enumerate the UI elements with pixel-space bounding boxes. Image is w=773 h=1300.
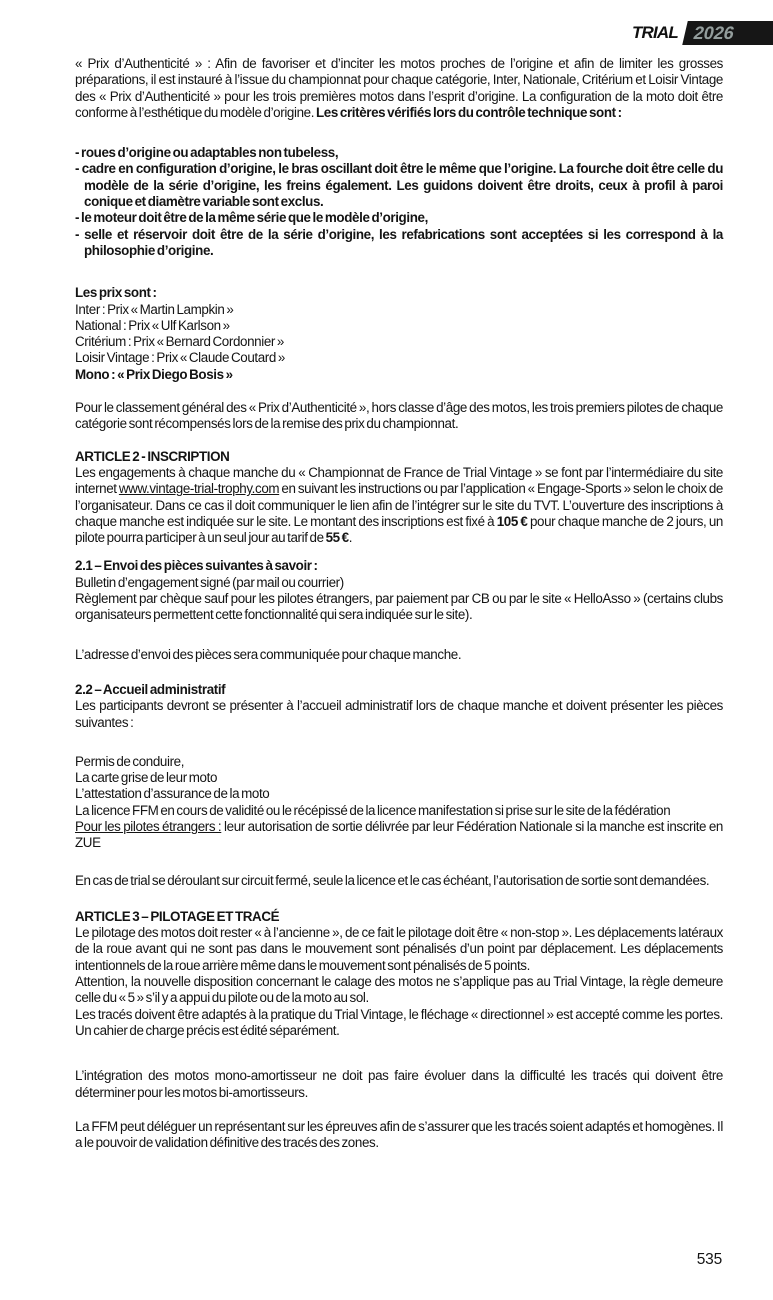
doc-carte-grise bbox=[75, 770, 723, 786]
prix-national bbox=[75, 318, 723, 334]
prix-criterium bbox=[75, 334, 723, 350]
article2-para-text: 55 € bbox=[325, 530, 349, 546]
para-adresse-envoi-text: L’adresse d’envoi des pièces sera communiquée pour chaque manche. bbox=[75, 646, 462, 662]
document-content bbox=[75, 56, 723, 1151]
bullet-selle-text: - selle et réservoir doit être de la série d’origine, les refabrications sont acceptées si les correspond à la philosophie d’origine. bbox=[75, 226, 723, 258]
article3-heading bbox=[75, 909, 723, 925]
page-number: 535 bbox=[696, 1251, 722, 1268]
prix-inter bbox=[75, 302, 723, 318]
doc-permis-text: Permis de conduire, bbox=[75, 753, 185, 769]
article2-para-text: pour chaque manche de 2 jours, un pilote pourra participer à un seul jour au tarif de bbox=[75, 513, 723, 546]
bullet-roues-text: - roues d’origine ou adaptables non tubeless, bbox=[75, 145, 339, 161]
prix-heading bbox=[75, 285, 723, 301]
doc-pilotes-etrangers-text: Pour les pilotes étrangers : bbox=[75, 818, 222, 834]
article2-heading-text: ARTICLE 2 - INSCRIPTION bbox=[75, 448, 230, 464]
bullet-cadre bbox=[75, 161, 723, 210]
doc-pilotes-etrangers bbox=[75, 819, 723, 852]
bullet-selle bbox=[75, 227, 723, 260]
para-ffm bbox=[75, 1119, 723, 1152]
prix-loisir-vintage bbox=[75, 350, 723, 366]
s21-reglement bbox=[75, 591, 723, 624]
article3-para3-text: Les tracés doivent être adaptés à la pratique du Trial Vintage, le fléchage « directionnel » est accepté comme les portes. Un cahier de charge précis est édité séparément. bbox=[75, 1006, 723, 1038]
s22-para-text: Les participants devront se présenter à l’accueil administratif lors de chaque manche et doivent présenter les pièces suivantes : bbox=[75, 698, 723, 730]
bullet-moteur bbox=[75, 210, 723, 226]
bullet-cadre-text: - cadre en configuration d’origine, le bras oscillant doit être le même que l’origine. La fourche doit être celle du modèle de la série d’origine, les freins également. Les guidons doivent être droits, ceux à profil à paroi conique et diamètre variable sont exclus. bbox=[75, 161, 723, 210]
doc-licence bbox=[75, 803, 723, 819]
brand-year-box bbox=[682, 21, 773, 45]
s22-para bbox=[75, 698, 723, 731]
article3-para2-text: Attention, la nouvelle disposition concernant le calage des motos ne s’applique pas au Trial Vintage, la règle demeure celle du « 5 » s’il y a appui du pilote ou de la moto au sol. bbox=[75, 974, 723, 1006]
article3-para1 bbox=[75, 925, 723, 974]
prix-inter-text: Inter : Prix « Martin Lampkin » bbox=[75, 301, 234, 317]
doc-attestation bbox=[75, 786, 723, 802]
vintage-trial-trophy-link[interactable]: www.vintage-trial-trophy.com bbox=[118, 481, 280, 497]
bullet-moteur-text: - le moteur doit être de la même série que le modèle d’origine, bbox=[75, 210, 428, 226]
article2-para-text: 105 € bbox=[496, 513, 528, 529]
article2-para-text: Les engagements à chaque manche du « Championnat de France de Trial Vintage » se font par l’intermédiaire du site internet bbox=[75, 464, 723, 497]
para-ffm-text: La FFM peut déléguer un représentant sur les épreuves afin de s’assurer que les tracés soient adaptés et homogènes. Il a le pouvoir de validation définitive des tracés des zones. bbox=[75, 1118, 723, 1151]
para-prix-authenticite-text: Les critères vérifiés lors du contrôle technique sont : bbox=[316, 104, 622, 120]
s21-heading-text: 2.1 – Envoi des pièces suivantes à savoir : bbox=[75, 558, 318, 574]
prix-mono-text: Mono : « Prix Diego Bosis » bbox=[75, 366, 233, 382]
page-header bbox=[632, 21, 773, 45]
doc-pilotes-etrangers-text: leur autorisation de sortie délivrée par leur Fédération Nationale si la manche est inscrite en ZUE bbox=[75, 818, 723, 851]
para-classement-text: Pour le classement général des « Prix d’Authenticité », hors classe d’âge des motos, les trois premiers pilotes de chaque catégorie sont récompensés lors de la remise des prix du championnat. bbox=[75, 400, 723, 432]
prix-criterium-text: Critérium : Prix « Bernard Cordonnier » bbox=[75, 334, 284, 350]
doc-permis bbox=[75, 754, 723, 770]
para-prix-authenticite bbox=[75, 56, 723, 121]
bullet-roues bbox=[75, 145, 723, 161]
article2-para-text: . bbox=[348, 530, 353, 546]
s21-bulletin bbox=[75, 575, 723, 591]
doc-licence-text: La licence FFM en cours de validité ou le récépissé de la licence manifestation si prise sur le site de la fédération bbox=[75, 802, 671, 818]
prix-heading-text: Les prix sont : bbox=[75, 285, 157, 301]
s21-heading bbox=[75, 558, 723, 574]
doc-carte-grise-text: La carte grise de leur moto bbox=[75, 770, 218, 786]
article3-heading-text: ARTICLE 3 – PILOTAGE ET TRACÉ bbox=[75, 908, 280, 924]
s22-heading-text: 2.2 – Accueil administratif bbox=[75, 681, 226, 697]
article2-para bbox=[75, 465, 723, 546]
s22-heading bbox=[75, 682, 723, 698]
article3-para1-text: Le pilotage des motos doit rester « à l’ancienne », de ce fait le pilotage doit être « non-stop ». Les déplacements latéraux de la roue avant qui ne sont pas dans le mouvement sont pénalisés d’un point par déplacement. Les déplacements intentionnels de la roue arrière même dans le mouvement sont pénalisés de 5 points. bbox=[75, 925, 723, 973]
brand-trial-label: TRIAL bbox=[631, 23, 678, 42]
para-adresse-envoi bbox=[75, 647, 723, 663]
article2-para-text: en suivant les instructions ou par l’application « Engage-Sports » selon le choix de l’organisateur. Dans ce cas il doit communiquer le lien afin de l’intégrer sur le site du TVT. L’ouverture des inscriptions à chaque manche est indiquée sur le site. Le montant des inscriptions est fixé à bbox=[75, 481, 723, 529]
para-integration bbox=[75, 1068, 723, 1101]
brand-year-label: 2026 bbox=[691, 23, 737, 43]
para-circuit-ferme bbox=[75, 873, 723, 889]
para-prix-authenticite-text: « Prix d’Authenticité » : Afin de favoriser et d’inciter les motos proches de l’origine et afin de limiter les grosses préparations, il est instauré à l’issue du championnat pour chaque catégorie, Inter, Nationale, Critérium et Loisir Vintage des « Prix d’Authenticité » pour les trois premières motos dans l’esprit d’origine. La configuration de la moto doit être conforme à l’esthétique du modèle d’origine. bbox=[75, 56, 723, 120]
article3-para2 bbox=[75, 974, 723, 1007]
prix-mono bbox=[75, 367, 723, 383]
article3-para3 bbox=[75, 1007, 723, 1040]
prix-national-text: National : Prix « Ulf Karlson » bbox=[75, 317, 230, 333]
prix-loisir-vintage-text: Loisir Vintage : Prix « Claude Coutard » bbox=[75, 350, 285, 366]
s21-bulletin-text: Bulletin d’engagement signé (par mail ou courrier) bbox=[75, 574, 344, 590]
article2-heading bbox=[75, 449, 723, 465]
para-integration-text: L’intégration des motos mono-amortisseur ne doit pas faire évoluer dans la difficulté les tracés qui doivent être déterminer pour les motos bi-amortisseurs. bbox=[75, 1068, 723, 1100]
s21-reglement-text: Règlement par chèque sauf pour les pilotes étrangers, par paiement par CB ou par le site « HelloAsso » (certains clubs organisateurs permettent cette fonctionnalité qui sera indiquée sur le site). bbox=[75, 591, 723, 623]
para-classement bbox=[75, 400, 723, 433]
para-circuit-ferme-text: En cas de trial se déroulant sur circuit fermé, seule la licence et le cas échéant, l’autorisation de sortie sont demandées. bbox=[75, 872, 710, 888]
doc-attestation-text: L’attestation d’assurance de la moto bbox=[75, 786, 270, 802]
